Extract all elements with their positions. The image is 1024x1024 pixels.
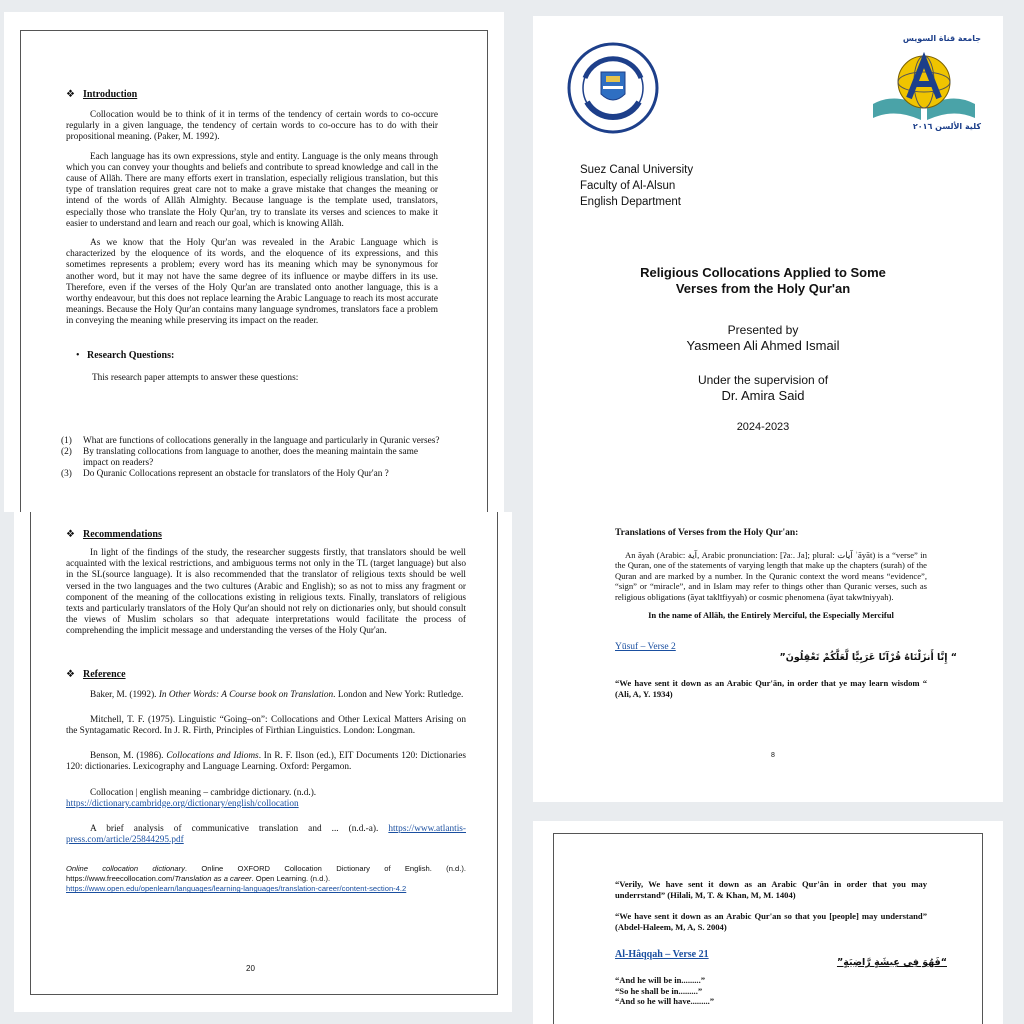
intro-paragraph-3: As we know that the Holy Qur'an was revealed in the Arabic Language which is characterized by the eloquence of its words, and the eloquence of its expressions, and this sometimes represents a problem; every word has its meaning which may be synonymous for another word, but it may not have the same degree of its influence or maybe differs in its use. Therefore, even if the verses of the Holy Qur'an are translated onto another language, this is a worthy endeavour, but this does not replace learning the Arabic Language to reach its most accurate meanings. Because the Holy Qur'an contains many language syndromes, translators face a problem in conveying the meaning while preserving its impact on the reader. [66, 238, 438, 327]
reference-item-4: Collocation | english meaning – cambridge dictionary. (n.d.). https://dictionary.cambridge.org/dictionary/english/collocation [66, 787, 317, 809]
research-questions-list [61, 436, 441, 480]
suez-canal-university-logo [567, 42, 659, 134]
research-questions-intro: This research paper attempts to answer these questions: [92, 372, 299, 383]
document-page-recommendations [14, 512, 512, 1012]
ayah-definition-paragraph: An āyah (Arabic: آية, Arabic pronunciation: [ʔaː. Ja]; plural: آيات ʾāyāt) is a “verse” in the Quran, one of the statements of varying length that make up the chapters (surah) of the Quran and are marked by a number. In the Quranic context the word means “evidence”, “sign” or “miracle”, and in Islam may refer to things other than Quranic verses, such as religious obligations (āyat taklīfiyyah) or cosmic phenomena (āyat takwīniyyah). [615, 550, 927, 602]
list-item: (1) What are functions of collocations generally in the language and particularly in Quranic verses? [61, 436, 440, 446]
translation-lines [615, 975, 927, 1007]
faculty-name: Faculty of Al-Alsun [580, 180, 676, 192]
research-questions-heading: • Research Questions: [76, 349, 175, 361]
list-item: “So he shall be in.........” [615, 985, 703, 996]
reference-item-3: Benson, M. (1986). Collocations and Idioms. In R. F. Ilson (ed.), EIT Documents 120: Dictionaries 120: dictionaries. Lexicography and Language Learning. Oxford: Pergamon. [66, 751, 467, 773]
reference-item-2: Mitchell, T. F. (1975). Linguistic “Going–on”: Collocations and Other Lexical Matters Arising on the Syntagamatic Record. In J. R. Firth, Principles of Firthian Linguistics. London: Longman. [66, 714, 466, 737]
reference-item-6: Online collocation dictionary. Online OXFORD Collocation Dictionary of English. (n.d.). https://www.freecollocation.com/Translation as a career. Open Learning. (n.d.). https://www.open.edu/openlearn/languages/learning-languages/translation-career/content-section-4.2 [66, 864, 466, 894]
list-item: (3) Do Quranic Collocations represent an obstacle for translators of the Holy Qur'an ? [61, 469, 389, 479]
translations-heading: Translations of Verses from the Holy Qur'an: [615, 528, 799, 538]
list-item: (2) By translating collocations from language to another, does the meaning maintain the same impact on readers? [61, 447, 418, 468]
thesis-title-line-2: Verses from the Holy Qur'an [675, 281, 851, 296]
atlantis-press-link[interactable]: https://www.atlantis-press.com/article/25844295.pdf [66, 824, 466, 846]
open-learn-link[interactable]: https://www.open.edu/openlearn/languages/learning-languages/translation-career/content-section-4.2 [66, 884, 407, 894]
university-name: Suez Canal University [580, 164, 694, 176]
intro-paragraph-2: Each language has its own expressions, style and entity. Language is the only means through which you can convey your thoughts and beliefs and contribute to spread knowledge and call in the cause of Allāh. There are many efforts exert in translation, especially religious translation, but this type of translation requires great care not to make a grave mistake that changes the meaning or intend of the words of Allāh Almighty. Because language is the template used, translators, especially those who translate the Holy Qur'an, try to translate its verses and sciences to make it easier to understand and learn and reach our goal, which is knowing Allāh. [66, 151, 438, 229]
reference-item-1: Baker, M. (1992). In Other Words: A Course book on Translation. London and New York: Rutledge. [90, 689, 464, 700]
arabic-verse-text: “فَهُوَ فِي عِيشَةٍ رَّاضِيَةٍ” [836, 957, 947, 968]
arabic-verse-text: “ إِنَّا أَنزَلْنَاهُ قُرْآنًا عَرَبِيًّا لَّعَلَّكُمْ تَعْقِلُونَ” [779, 652, 957, 664]
academic-year: 2024-2023 [736, 421, 790, 433]
recommendations-text: In light of the findings of the study, the researcher suggests firstly, that translators should be well acquainted with the lexical restrictions, and ambiguous terms not only in the TL (target language) but also in the SL(source language). It is also recommended that the translator of religious texts should be well versed in the two languages and the two cultures (Arabic and English); so as not to miss any fragment or component of the meaning of the collocations existing in religious texts. Finally, translators of religious texts and particularly translators of the Holy Qur'an should not rely on dictionaries only, but should consult the views of Muslim scholars so that adequate interpretations would facilitate the process of comprehending the implicit message and understanding the verses of the Holy Qur'an. [66, 548, 466, 637]
basmala-translation: In the name of Allāh, the Entirely Merciful, the Especially Merciful [648, 610, 894, 621]
reference-heading: ❖ Reference [66, 668, 126, 680]
introduction-heading: ❖ Introduction [66, 89, 138, 100]
presented-by-label: Presented by [727, 323, 799, 337]
supervisor-name: Dr. Amira Said [721, 388, 805, 403]
list-item: “And he will be in.........” [615, 975, 706, 985]
thesis-title-line-1: Religious Collocations Applied to Some [640, 265, 886, 280]
document-page-continuation [533, 821, 1003, 1024]
cambridge-dictionary-link[interactable]: https://dictionary.cambridge.org/dictionary/english/collocation [66, 798, 299, 809]
translation-abdel-haleem: “We have sent it down as an Arabic Qur'an so that you [people] may understand” (Abdel-Haleem, M, A, S. 2004) [615, 911, 927, 932]
verse-reference-al-haqqah-21[interactable]: Al-Hâqqah – Verse 21 [615, 949, 709, 960]
verse-reference-yusuf-2[interactable]: Yūsuf – Verse 2 [615, 642, 676, 653]
recommendations-heading: ❖ Recommendations [66, 529, 162, 540]
department-name: English Department [580, 196, 681, 208]
intro-paragraph-1: Collocation would be to think of it in terms of the tendency of certain words to co-occure regularly in a given language, the tendency of certain words to co-occure has to do with their propositional meaning. (Paker, M. 1992). [66, 110, 438, 143]
supervision-label: Under the supervision of [697, 373, 829, 387]
author-name: Yasmeen Ali Ahmed Ismail [686, 338, 840, 353]
document-page-translations [533, 512, 1003, 802]
translation-hilali-khan: “Verily, We have sent it down as an Arabic Qur'ân in order that you may underrstand” (Hilali, M, T. & Khan, M, M. 1404) [615, 879, 927, 900]
faculty-of-al-alsun-logo: جامعة قناة السويس كلية الألسن ٢٠١٦ [865, 34, 983, 134]
page-number: 20 [246, 964, 255, 973]
page-number: 8 [771, 752, 775, 759]
list-item: “And so he will have.........” [615, 996, 715, 1007]
verse-translation: “We have sent it down as an Arabic Qur'ān, in order that ye may learn wisdom “ (Ali, A, Y. 1934) [615, 678, 927, 700]
reference-item-5: A brief analysis of communicative translation and ... (n.d.-a). https://www.atlantis-press.com/article/25844295.pdf [66, 824, 466, 846]
document-page-introduction [4, 12, 504, 512]
